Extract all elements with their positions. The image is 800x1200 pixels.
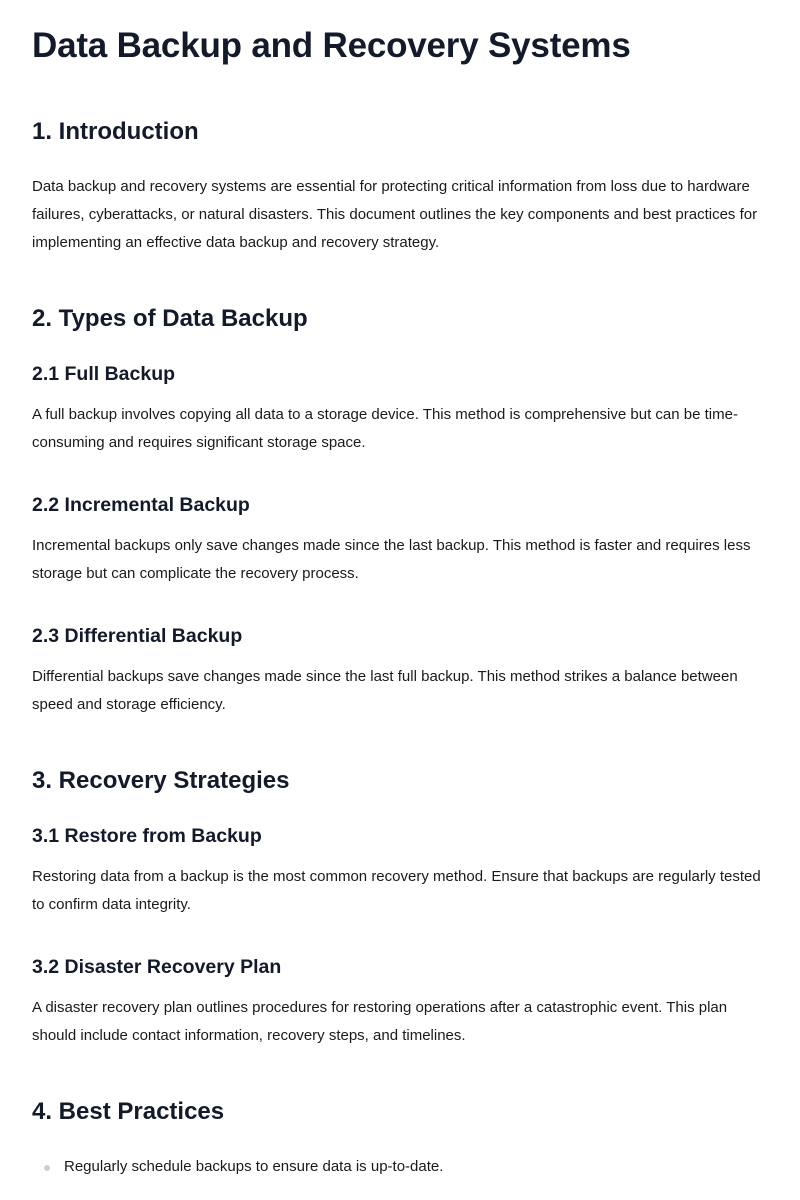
subsection-heading-incremental-backup: 2.2 Incremental Backup bbox=[32, 494, 250, 516]
list-item bbox=[32, 1153, 768, 1181]
introduction-paragraph: Data backup and recovery systems are essential for protecting critical information from loss due to hardware failures, cyberattacks, or natural disasters. This document outlines the key components and best practices for implementing an effective data backup and recovery strategy. bbox=[32, 178, 758, 251]
section-heading-types: 2. Types of Data Backup bbox=[32, 305, 308, 332]
subsection-heading-disaster-recovery-plan: 3.2 Disaster Recovery Plan bbox=[32, 956, 282, 978]
list-item-text: Regularly schedule backups to ensure data is up-to-date. bbox=[64, 1158, 444, 1175]
subsection-heading-restore-from-backup: 3.1 Restore from Backup bbox=[32, 825, 262, 847]
section-heading-recovery: 3. Recovery Strategies bbox=[32, 767, 290, 794]
section-heading-introduction: 1. Introduction bbox=[32, 118, 199, 145]
section-heading-best-practices: 4. Best Practices bbox=[32, 1098, 225, 1125]
disaster-recovery-plan-paragraph: A disaster recovery plan outlines procedures for restoring operations after a catastrophic event. This plan should include contact information, recovery steps, and timelines. bbox=[32, 999, 728, 1044]
full-backup-paragraph: A full backup involves copying all data to a storage device. This method is comprehensive but can be time-consuming and requires significant storage space. bbox=[32, 406, 738, 451]
differential-backup-paragraph: Differential backups save changes made since the last full backup. This method strikes a balance between speed and storage efficiency. bbox=[32, 668, 738, 713]
incremental-backup-paragraph: Incremental backups only save changes made since the last backup. This method is faster and requires less storage but can complicate the recovery process. bbox=[32, 537, 751, 582]
page-title: Data Backup and Recovery Systems bbox=[32, 26, 631, 65]
restore-from-backup-paragraph: Restoring data from a backup is the most common recovery method. Ensure that backups are regularly tested to confirm data integrity. bbox=[32, 868, 761, 913]
subsection-heading-differential-backup: 2.3 Differential Backup bbox=[32, 625, 243, 647]
subsection-heading-full-backup: 2.1 Full Backup bbox=[32, 363, 176, 385]
best-practices-list bbox=[32, 1153, 768, 1181]
bullet-icon bbox=[44, 1165, 50, 1171]
